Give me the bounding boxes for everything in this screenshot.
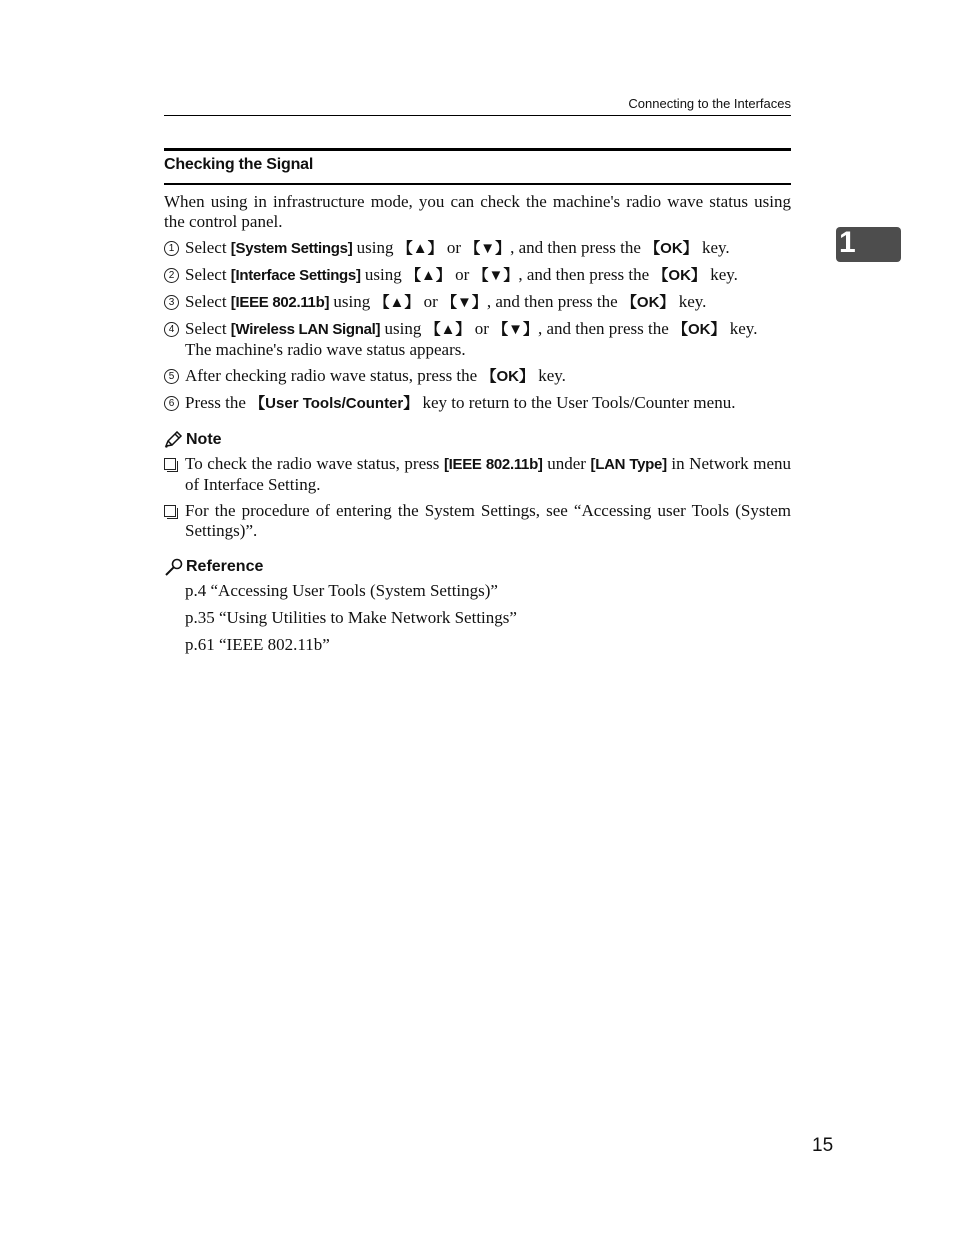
word-select: Select xyxy=(185,292,227,311)
chapter-tab xyxy=(836,227,901,262)
step-number: 3 xyxy=(164,295,179,310)
menu-item: [Wireless LAN Signal] xyxy=(230,321,381,338)
word-key: key. xyxy=(729,319,758,338)
word-key: key. xyxy=(678,292,707,311)
section-rule-bottom xyxy=(164,183,791,185)
up-key: 【▲】 xyxy=(406,267,451,284)
word-or: or xyxy=(455,265,470,284)
reference-link[interactable]: p.61 “IEEE 802.11b” xyxy=(185,635,330,654)
word-then-press: , and then press the xyxy=(486,292,618,311)
step-number: 6 xyxy=(164,396,179,411)
down-key: 【▼】 xyxy=(442,294,487,311)
step-5-after: key. xyxy=(538,366,566,385)
menu-item: [System Settings] xyxy=(230,240,353,257)
chapter-number: 1 xyxy=(839,226,856,259)
user-tools-counter-key: 【User Tools/Counter】 xyxy=(250,395,419,412)
word-then-press: , and then press the xyxy=(537,319,669,338)
down-key: 【▼】 xyxy=(473,267,519,284)
step-number: 1 xyxy=(164,241,179,256)
step-3 xyxy=(164,292,791,313)
step-6-after: key to return to the User Tools/Counter menu. xyxy=(422,393,736,412)
step-4-result: The machine's radio wave status appears. xyxy=(185,340,466,359)
note-label: Note xyxy=(186,431,222,448)
word-select: Select xyxy=(185,319,227,338)
page-content xyxy=(164,192,791,662)
up-key: 【▲】 xyxy=(397,240,443,257)
menu-item: [IEEE 802.11b] xyxy=(443,456,543,473)
pencil-icon xyxy=(164,431,184,449)
magnifier-icon xyxy=(164,558,184,576)
menu-item: [IEEE 802.11b] xyxy=(230,294,330,311)
checkbox-bullet-icon xyxy=(164,458,176,470)
section-rule-top xyxy=(164,148,791,151)
step-5 xyxy=(164,366,791,387)
step-6-text: Press the xyxy=(185,393,246,412)
word-or: or xyxy=(474,319,489,338)
reference-label: Reference xyxy=(186,558,264,575)
note-text: For the procedure of entering the System Settings, see “Accessing user Tools (System Settings)”. xyxy=(185,501,791,540)
word-using: using xyxy=(364,265,402,284)
checkbox-bullet-icon xyxy=(164,505,176,517)
note-text: in Network menu of Interface Setting. xyxy=(185,454,792,494)
menu-item: [LAN Type] xyxy=(590,456,667,473)
word-using: using xyxy=(333,292,371,311)
intro-paragraph: When using in infrastructure mode, you can check the machine's radio wave status using the control panel. xyxy=(164,192,791,231)
reference-link[interactable]: p.4 “Accessing User Tools (System Settings)” xyxy=(185,581,498,600)
step-6 xyxy=(164,393,791,414)
word-then-press: , and then press the xyxy=(510,238,641,257)
word-select: Select xyxy=(185,238,227,257)
word-then-press: , and then press the xyxy=(518,265,650,284)
note-item-1 xyxy=(164,454,791,495)
step-number: 4 xyxy=(164,322,179,337)
step-2 xyxy=(164,265,791,286)
ok-key: 【OK】 xyxy=(673,321,726,338)
word-key: key. xyxy=(710,265,738,284)
note-text: To check the radio wave status, press xyxy=(185,454,440,473)
step-5-text: After checking radio wave status, press the xyxy=(185,366,478,385)
word-or: or xyxy=(446,238,462,257)
running-header: Connecting to the Interfaces xyxy=(628,96,791,111)
word-using: using xyxy=(356,238,394,257)
ok-key: 【OK】 xyxy=(621,294,675,311)
header-rule xyxy=(164,115,791,116)
word-key: key. xyxy=(701,238,730,257)
word-or: or xyxy=(423,292,438,311)
section-title: Checking the Signal xyxy=(164,156,314,173)
up-key: 【▲】 xyxy=(425,321,471,338)
word-select: Select xyxy=(185,265,227,284)
note-text: under xyxy=(547,454,586,473)
reference-link[interactable]: p.35 “Using Utilities to Make Network Settings” xyxy=(185,608,517,627)
page-number: 15 xyxy=(812,1135,834,1156)
down-key: 【▼】 xyxy=(465,240,511,257)
note-item-2 xyxy=(164,501,791,541)
step-1 xyxy=(164,238,791,259)
menu-item: [Interface Settings] xyxy=(230,267,361,284)
note-heading xyxy=(164,430,791,450)
step-number: 2 xyxy=(164,268,179,283)
ok-key: 【OK】 xyxy=(653,267,706,284)
down-key: 【▼】 xyxy=(493,321,538,338)
reference-heading xyxy=(164,557,791,577)
step-4 xyxy=(164,319,791,360)
up-key: 【▲】 xyxy=(374,294,420,311)
ok-key: 【OK】 xyxy=(481,368,534,385)
word-using: using xyxy=(384,319,422,338)
step-number: 5 xyxy=(164,369,179,384)
ok-key: 【OK】 xyxy=(645,240,698,257)
